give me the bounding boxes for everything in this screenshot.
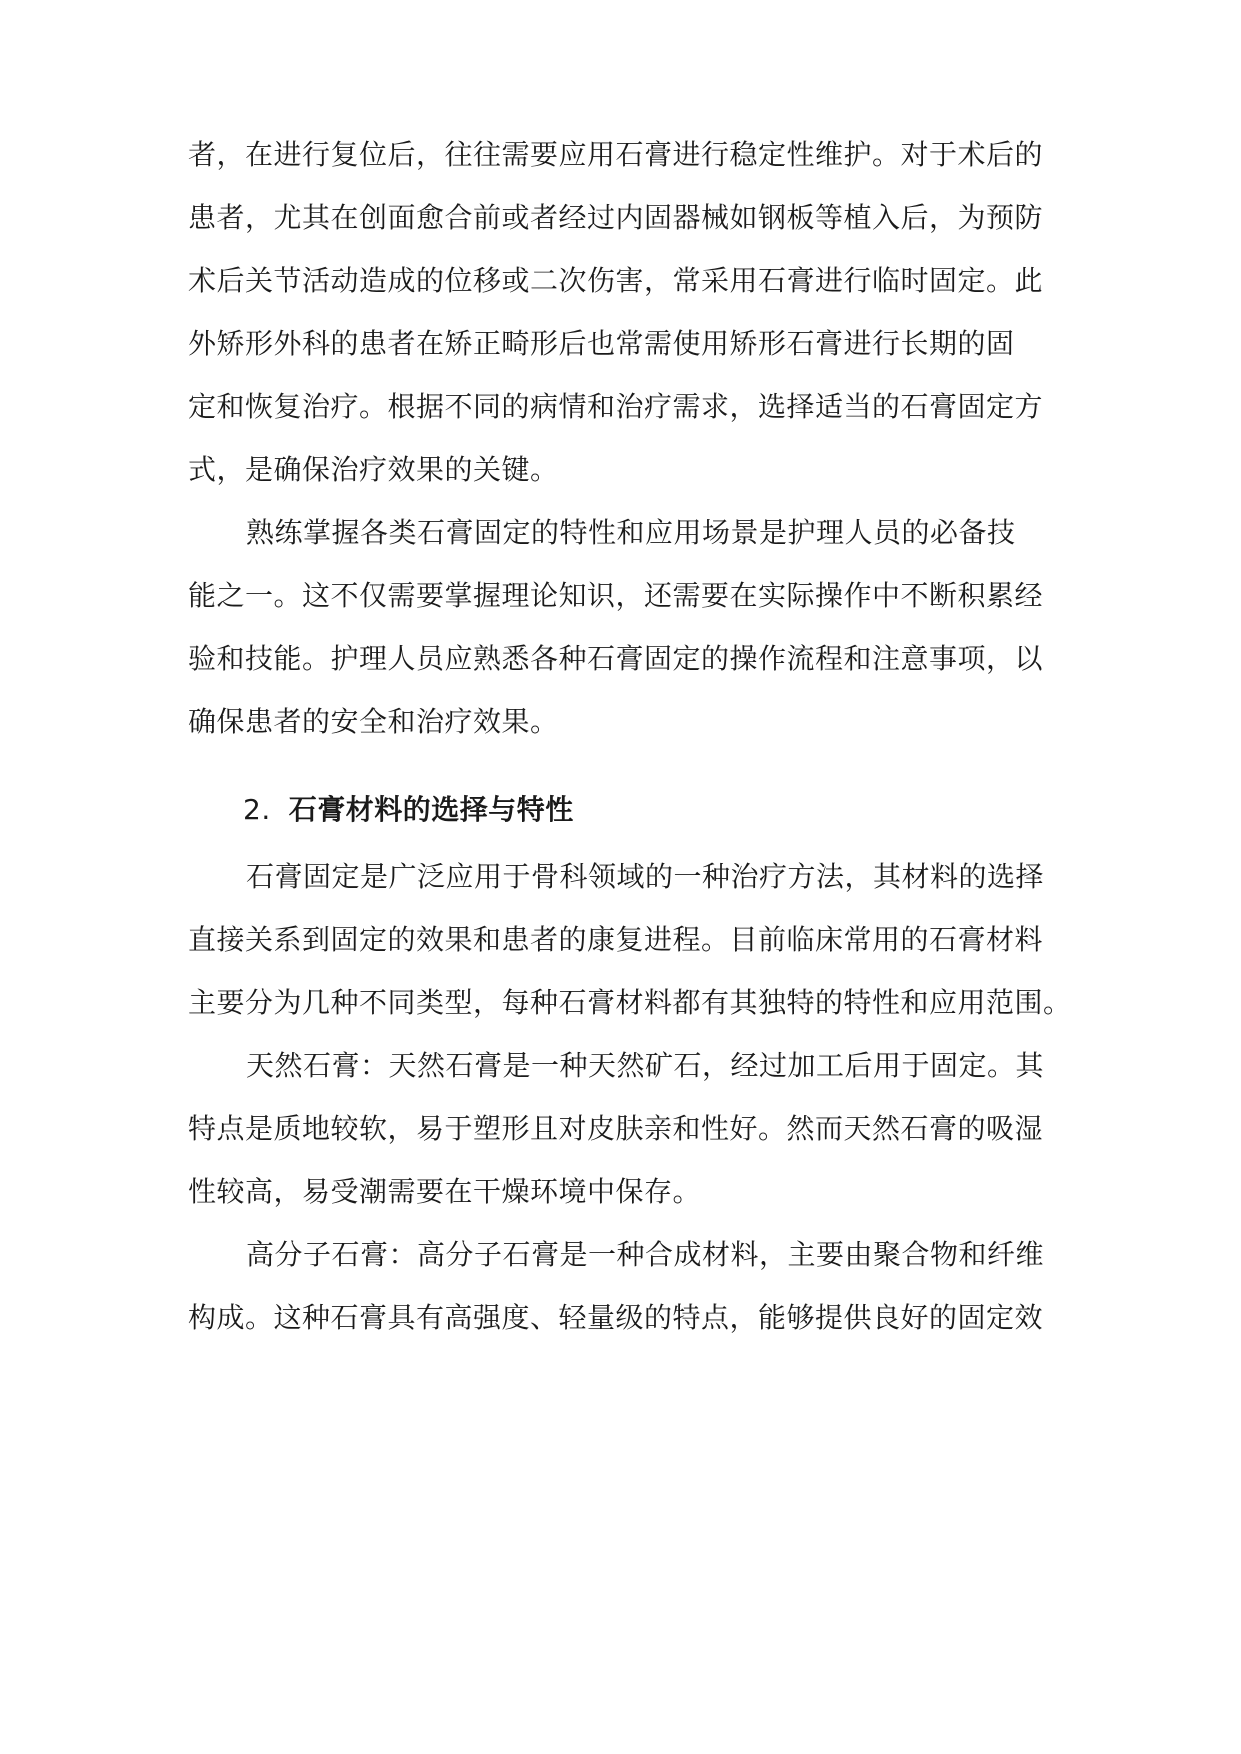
section-heading (243, 790, 574, 830)
text-line: 确保患者的安全和治疗效果。 (188, 705, 559, 738)
text-line: 主要分为几种不同类型，每种石膏材料都有其独特的特性和应用范围。 (188, 986, 1072, 1019)
text-line: 构成。这种石膏具有高强度、轻量级的特点，能够提供良好的固定效 (188, 1301, 1044, 1334)
section-title: 石膏材料的选择与特性 (288, 793, 574, 826)
text-line: 直接关系到固定的效果和患者的康复进程。目前临床常用的石膏材料 (188, 923, 1044, 956)
text-line: 术后关节活动造成的位移或二次伤害，常采用石膏进行临时固定。此 (188, 264, 1044, 297)
text-line: 特点是质地较软，易于塑形且对皮肤亲和性好。然而天然石膏的吸湿 (188, 1112, 1044, 1145)
text-line: 式，是确保治疗效果的关键。 (188, 453, 559, 486)
text-line: 验和技能。护理人员应熟悉各种石膏固定的操作流程和注意事项，以 (188, 642, 1044, 675)
text-line: 高分子石膏：高分子石膏是一种合成材料，主要由聚合物和纤维 (246, 1238, 1045, 1271)
text-line: 熟练掌握各类石膏固定的特性和应用场景是护理人员的必备技 (246, 516, 1016, 549)
text-line: 者，在进行复位后，往往需要应用石膏进行稳定性维护。对于术后的 (188, 138, 1044, 171)
text-line: 外矫形外科的患者在矫正畸形后也常需使用矫形石膏进行长期的固 (188, 327, 1015, 360)
text-line: 石膏固定是广泛应用于骨科领域的一种治疗方法，其材料的选择 (246, 860, 1045, 893)
text-line: 性较高，易受潮需要在干燥环境中保存。 (188, 1175, 702, 1208)
text-line: 患者，尤其在创面愈合前或者经过内固器械如钢板等植入后，为预防 (188, 201, 1044, 234)
text-line: 天然石膏：天然石膏是一种天然矿石，经过加工后用于固定。其 (246, 1049, 1045, 1082)
text-line: 定和恢复治疗。根据不同的病情和治疗需求，选择适当的石膏固定方 (188, 390, 1044, 423)
section-number: 2. (243, 793, 271, 826)
text-line: 能之一。这不仅需要掌握理论知识，还需要在实际操作中不断积累经 (188, 579, 1044, 612)
